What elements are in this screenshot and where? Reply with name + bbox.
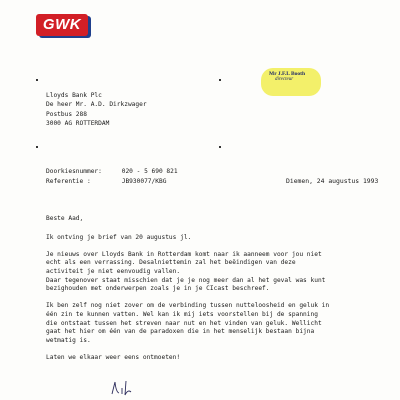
reference-block: [46, 167, 178, 186]
address-line: 3000 AG ROTTERDAM: [46, 119, 110, 127]
paragraph-line: Daar tegenover staat misschien dat je je nog meer dan al het geval was kunt: [46, 276, 326, 284]
fold-mark: [219, 79, 221, 81]
reference-row: [46, 177, 178, 187]
gwk-logo: GWK: [36, 14, 88, 36]
paragraph-line: die ontstaat tussen het streven naar nut en het vinden van geluk. Wellicht: [46, 319, 322, 327]
paragraph-line: gaat het hier om één van de paradoxen die in het menselijk bestaan bijna: [46, 328, 315, 336]
paragraph-line: Ik ben zelf nog niet zover om de verbinding tussen nutteloosheid en geluk in: [46, 302, 330, 310]
paragraph-line: activiteit je niet eenvoudig vallen.: [46, 267, 181, 275]
paragraph-line: bezighouden met onderwerpen zoals je in je CIcast beschreef.: [46, 285, 270, 293]
address-line: Postbus 288: [46, 110, 87, 118]
paragraph-line: Laten we elkaar weer eens ontmoeten!: [46, 353, 181, 361]
paragraph: [46, 234, 376, 243]
sticker-name: Mr J.F.L Booth: [269, 71, 306, 77]
address-line: Lloyds Bank Plc: [46, 92, 102, 99]
fold-mark: [219, 146, 221, 148]
recipient-sticker: [261, 68, 321, 96]
paragraph: [46, 302, 376, 345]
fold-mark: [36, 146, 38, 148]
reference-value: 020 - 5 690 821: [121, 168, 178, 175]
letter-date: Diemen, 24 augustus 1993: [286, 177, 379, 185]
letter-body: [46, 215, 376, 371]
reference-label: Referentie :: [46, 177, 91, 185]
reference-value: JB930077/KBG: [121, 177, 167, 185]
fold-mark: [36, 79, 38, 81]
paragraph-line: Je nieuws over Lloyds Bank in Rotterdam komt naar ik aanneem voor jou niet: [46, 250, 322, 258]
address-line: De heer Mr. A.D. Dirkzwager: [46, 101, 147, 109]
handwritten-signature: [110, 378, 150, 398]
sticker-role: directeur: [275, 77, 294, 82]
reference-label: Doorkiesnummer:: [46, 168, 102, 175]
reference-row: [46, 167, 178, 177]
paragraph-line: Ik ontving je brief van 20 augustus jl.: [46, 233, 192, 241]
paragraph-line: één zin te kunnen vatten. Wel kan ik mij iets voorstellen bij de spanning: [46, 310, 318, 318]
paragraph-line: echt als een verrassing. Desalniettemin zal het beëindigen van deze: [46, 259, 296, 267]
salutation: Beste Aad,: [46, 215, 84, 222]
paragraph: [46, 354, 376, 363]
recipient-address: [46, 91, 147, 128]
paragraph-line: wetmatig is.: [46, 336, 91, 344]
paragraph: [46, 251, 376, 294]
